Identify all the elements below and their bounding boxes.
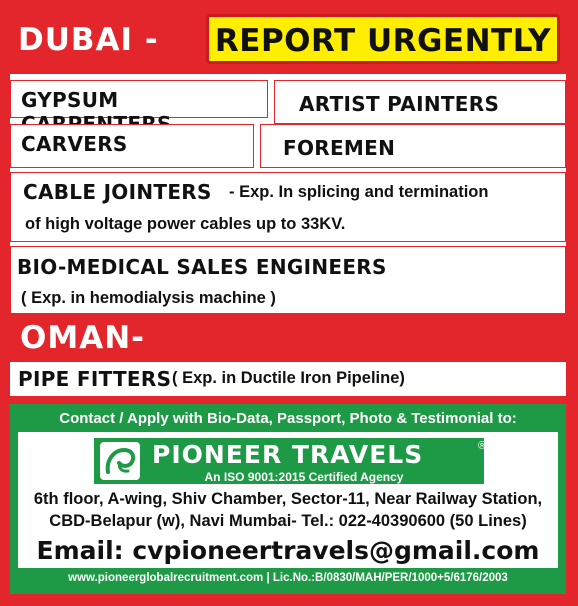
job-cell-biomedical [10, 246, 566, 314]
registered-mark: ® [478, 440, 487, 452]
contact-instruction: Contact / Apply with Bio-Data, Passport, Photo & Testimonial to: [59, 410, 517, 427]
job-gypsum-carpenters: GYPSUM [21, 88, 119, 112]
pipe-fitters-note: ( Exp. in Ductile Iron Pipeline) [172, 369, 405, 387]
job-artist-painters: ARTIST PAINTERS [299, 92, 500, 116]
footer-website-license[interactable]: www.pioneerglobalrecruitment.com | Lic.No.:B/0830/MAH/PER/1000+5/6176/2003 [68, 572, 508, 584]
dubai-jobs-panel [10, 74, 566, 314]
job-cell-carvers [10, 124, 254, 168]
contact-panel [10, 404, 566, 594]
oman-heading: OMAN- [20, 320, 146, 356]
company-name: PIONEER TRAVELS [152, 440, 424, 469]
report-urgently-banner [206, 14, 560, 64]
job-carvers: CARVERS [21, 132, 128, 156]
job-cell-cable [10, 172, 566, 242]
cable-note-line-2: of high voltage power cables up to 33KV. [25, 215, 346, 233]
cable-note-line-1: - Exp. In splicing and termination [229, 183, 489, 201]
agency-details [18, 432, 558, 568]
address-line-2: CBD-Belapur (w), Navi Mumbai- Tel.: 022-40390600 (50 Lines) [49, 512, 527, 530]
biomedical-note: ( Exp. in hemodialysis machine ) [21, 289, 276, 307]
job-cell-gypsum [10, 80, 268, 118]
agency-logo-banner [94, 438, 487, 484]
oman-jobs-panel [10, 362, 566, 396]
job-foremen: FOREMEN [283, 136, 396, 160]
address-line-1: 6th floor, A-wing, Shiv Chamber, Sector-11, Near Railway Station, [33, 490, 543, 508]
dubai-heading: DUBAI - [18, 22, 159, 58]
job-cable-jointers: CABLE JOINTERS [23, 180, 212, 204]
job-pipe-fitters: PIPE FITTERS [18, 367, 172, 391]
email-contact[interactable]: Email: cvpioneertravels@gmail.com [36, 536, 540, 565]
job-cell-foremen [260, 124, 566, 168]
iso-tagline: An ISO 9001:2015 Certified Agency [204, 470, 404, 484]
job-cell-artist [274, 80, 566, 124]
report-urgently-text: REPORT URGENTLY [214, 23, 552, 59]
job-biomedical-sales-engineers: BIO-MEDICAL SALES ENGINEERS [17, 255, 387, 279]
